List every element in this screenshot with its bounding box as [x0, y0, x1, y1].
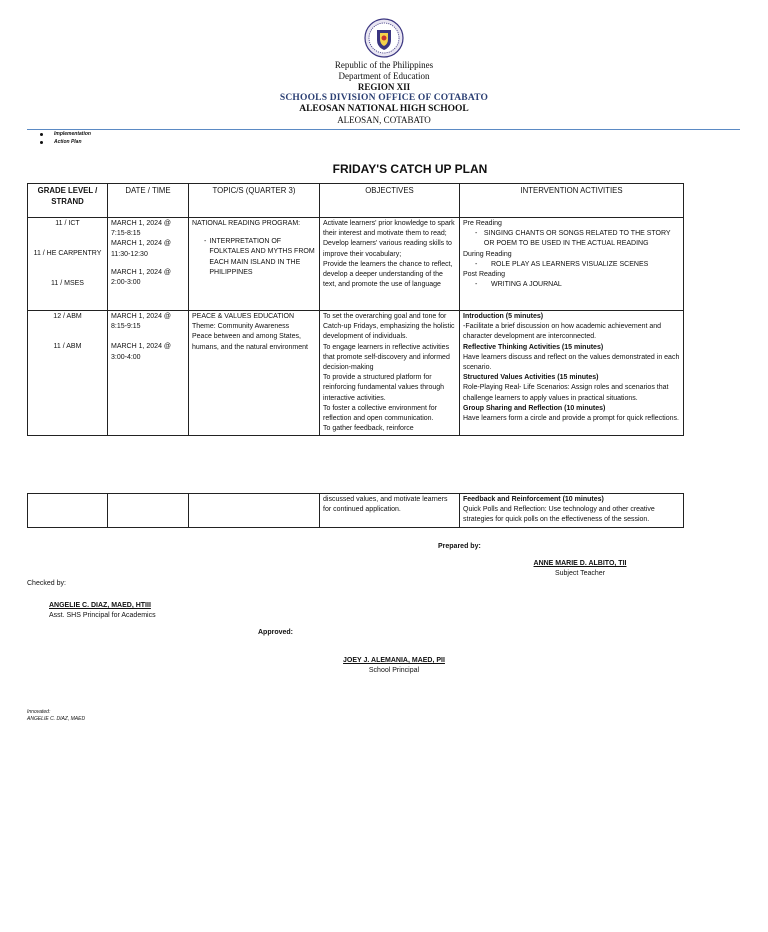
activity-item: ROLE PLAY AS LEARNERS VISUALIZE SCENES: [491, 260, 649, 268]
header-line-region: REGION XII: [357, 82, 411, 92]
activity-heading: Introduction (5 minutes): [463, 313, 544, 320]
date-cell: [108, 218, 189, 311]
tag-label: Action Plan: [54, 139, 82, 145]
topic-cell: [189, 494, 320, 528]
activity-list-item: [463, 260, 680, 270]
approved-label: Approved:: [258, 629, 293, 636]
header-line-school: ALEOSAN NATIONAL HIGH SCHOOL: [299, 104, 469, 114]
activity-body: Role-Playing Real- Life Scenarios: Assign roles and scenarios that challenge learners to apply values in practical situations.: [463, 384, 669, 402]
objectives-cell: [320, 311, 460, 436]
tag-item: [40, 130, 91, 138]
objective-item: To set the overarching goal and tone for Catch-up Fridays, emphasizing the holistic development of individuals.: [323, 313, 455, 341]
topic-list-item: [192, 237, 316, 278]
activities-cell: [460, 494, 684, 528]
activity-phase: Post Reading: [463, 271, 506, 279]
footer-note: [27, 709, 85, 723]
header-date-time: DATE / TIME: [108, 184, 189, 218]
header-line-division: SCHOOLS DIVISION OFFICE OF COTABATO: [279, 93, 489, 103]
date-item: MARCH 1, 2024 @ 8:15-9:15: [111, 313, 172, 331]
header-grade-level: GRADE LEVEL / STRAND: [28, 184, 108, 218]
activity-list-item: [463, 229, 680, 249]
topic-title: NATIONAL READING PROGRAM:: [192, 220, 301, 227]
approved-role: School Principal: [368, 667, 420, 674]
table-row: [28, 218, 684, 311]
table-header-row: [28, 184, 684, 218]
header-line-address: ALEOSAN, COTABATO: [337, 115, 431, 125]
date-cell: [108, 494, 189, 528]
objective-item: Provide the learners the chance to reflect, develop a deeper understanding of the text, and promote the use of language: [323, 260, 453, 289]
objective-item: To gather feedback, reinforce: [323, 425, 414, 433]
dash-icon: -: [475, 281, 478, 289]
grade-item: 11 / MSES: [51, 280, 84, 288]
activity-phase: During Reading: [463, 250, 512, 258]
activities-cell: [460, 218, 684, 311]
plan-table: [27, 183, 684, 436]
objectives-cell: discussed values, and motivate learners for continued application.: [320, 494, 460, 528]
header-topics: TOPIC/S (QUARTER 3): [189, 184, 320, 218]
checked-signature: [49, 601, 156, 621]
date-item: MARCH 1, 2024 @ 3:00-4:00: [111, 343, 172, 361]
activity-item: SINGING CHANTS OR SONGS RELATED TO THE STORY OR POEM TO BE USED IN THE ACTUAL READING: [483, 230, 671, 248]
tag-label: Implementation: [54, 131, 91, 137]
prepared-role: Subject Teacher: [554, 570, 606, 577]
activity-body: Have learners form a circle and provide a prompt for quick reflections.: [463, 415, 679, 423]
date-item: MARCH 1, 2024 @ 7:15-8:15: [111, 220, 172, 238]
header-objectives: OBJECTIVES: [320, 184, 460, 218]
activity-phase: Pre Reading: [463, 220, 502, 227]
topic-theme: Theme: Community Awareness: [192, 323, 290, 331]
objective-item: Develop learners' various reading skills to improve their vocabulary;: [323, 240, 452, 258]
table-row: [28, 494, 684, 528]
table-row: [28, 311, 684, 436]
tag-item: [40, 138, 91, 146]
checked-label: Checked by:: [27, 580, 66, 587]
checked-role: Asst. SHS Principal for Academics: [49, 612, 156, 619]
dash-icon: -: [475, 260, 478, 268]
prepared-signature: [500, 559, 660, 579]
checked-name: ANGELIE C. DIAZ, MAED, HTIII: [49, 602, 151, 609]
date-item: MARCH 1, 2024 @ 11:30-12:30: [111, 240, 172, 258]
activity-heading: Structured Values Activities (15 minutes): [463, 374, 599, 382]
topic-cell: [189, 311, 320, 436]
topic-desc: Peace between and among States, humans, and the natural environment: [192, 333, 308, 351]
grade-item: 11 / HE CARPENTRY: [33, 250, 102, 258]
objectives-cell: [320, 218, 460, 311]
prepared-name: ANNE MARIE D. ALBITO, TII: [533, 560, 627, 567]
footer-name: ANGELIE C. DIAZ, MAED: [27, 716, 86, 722]
objective-item: To provide a structured platform for reinforcing fundamental values through interactive activities.: [323, 374, 445, 402]
grade-cell: [28, 218, 108, 311]
activity-item: WRITING A JOURNAL: [491, 281, 562, 289]
grade-item: 11 / ICT: [55, 220, 80, 227]
header-line-republic: Republic of the Philippines: [334, 60, 434, 70]
date-cell: [108, 311, 189, 436]
bullet-icon: [40, 141, 43, 144]
activity-list-item: [463, 280, 680, 290]
document-title: FRIDAY'S CATCH UP PLAN: [332, 162, 488, 176]
dash-icon: -: [475, 230, 478, 238]
date-item: MARCH 1, 2024 @ 2:00-3:00: [111, 268, 172, 287]
plan-table-continued: [27, 493, 684, 528]
topic-item: INTERPRETATION OF FOLKTALES AND MYTHS FROM EACH MAIN ISLAND IN THE PHILIPPINES: [209, 238, 315, 276]
prepared-label: Prepared by:: [438, 543, 481, 550]
activity-body: Quick Polls and Reflection: Use technology and other creative strategies for quick polls on the effectiveness of the session.: [463, 506, 655, 524]
objective-item: Activate learners' prior knowledge to spark their interest and motivate them to read;: [323, 220, 455, 238]
objective-item: To foster a collective environment for reflection and open communication.: [323, 404, 437, 423]
letterhead: [0, 60, 768, 126]
activity-heading: Reflective Thinking Activities (15 minutes): [463, 343, 604, 351]
activities-cell: [460, 311, 684, 436]
grade-item: 12 / ABM: [53, 313, 82, 320]
activity-body: Have learners discuss and reflect on the values demonstrated in each scenario.: [463, 353, 680, 372]
header-intervention: INTERVENTION ACTIVITIES: [460, 184, 684, 218]
grade-cell: [28, 494, 108, 528]
topic-title: PEACE & VALUES EDUCATION: [192, 313, 295, 320]
approved-signature: [314, 656, 474, 676]
header-line-deped: Department of Education: [338, 71, 430, 81]
dash-icon: -: [204, 238, 207, 246]
grade-cell: [28, 311, 108, 436]
bullet-icon: [40, 133, 43, 136]
footer-label: Innovated:: [27, 709, 51, 715]
deped-seal-icon: [364, 18, 404, 58]
activity-heading: Group Sharing and Reflection (10 minutes): [463, 404, 606, 412]
activity-body: -Facilitate a brief discussion on how academic achievement and character development are interconnected.: [463, 323, 662, 341]
grade-item: 11 / ABM: [53, 343, 82, 351]
topic-cell: [189, 218, 320, 311]
objective-item: To engage learners in reflective activities that promote self-discovery and informed decision-making: [323, 343, 450, 372]
activity-heading: Feedback and Reinforcement (10 minutes): [463, 496, 604, 503]
header-rule: [27, 129, 740, 130]
doc-tags: [40, 130, 91, 146]
approved-name: JOEY J. ALEMANIA, MAED, PII: [343, 657, 445, 664]
